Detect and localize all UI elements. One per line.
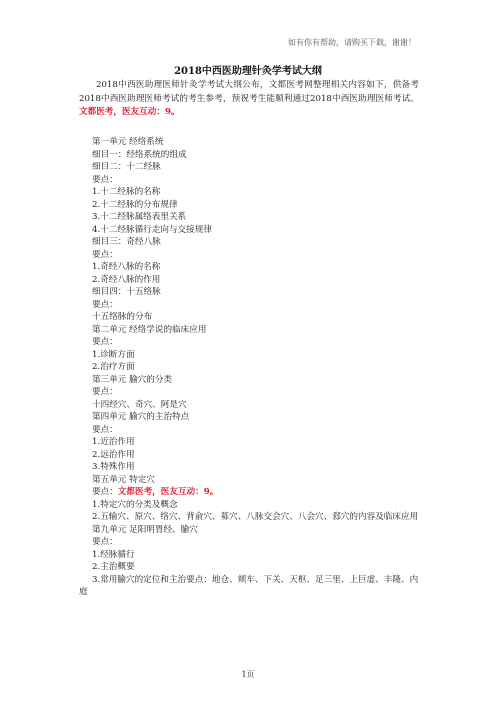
outline-line: 1.奇经八脉的名称 — [92, 262, 161, 272]
syllabus-outline — [79, 136, 419, 599]
outline-line: 要点： — [92, 537, 118, 547]
outline-line: 1.经脉循行 — [92, 549, 135, 560]
outline-line: 1.诊断方面 — [92, 349, 135, 360]
outline-line: 2.五输穴、原穴、络穴、背俞穴、募穴、八脉交会穴、八会穴、郄穴的内容及临床应用 — [92, 512, 419, 522]
outline-line: 第二单元 经络学说的临床应用 — [92, 324, 207, 335]
outline-line: 要点： — [92, 387, 118, 397]
outline-line: 细目二：十二经脉 — [92, 162, 161, 172]
outline-line: 要点： — [92, 337, 118, 347]
outline-line: 1.十二经脉的名称 — [92, 187, 161, 197]
outline-line: 3.常用腧穴的定位和主治要点：地仓、颊车、下关、天枢、足三里、上巨虚、丰隆、内庭 — [79, 574, 419, 597]
page-number: 1页 — [241, 670, 255, 679]
outline-line: 1.近治作用 — [92, 437, 135, 447]
outline-line: 2.主治概要 — [92, 562, 135, 572]
outline-line: 2.奇经八脉的作用 — [92, 274, 161, 285]
outline-line: 1.特定穴的分类及概念 — [92, 499, 178, 510]
outline-line: 十四经穴、奇穴、阿是穴 — [92, 399, 187, 410]
outline-highlight-line — [79, 486, 419, 499]
outline-line: 要点： — [92, 299, 118, 310]
outline-line: 要点： — [92, 249, 118, 260]
outline-line: 3.十二经脉属络表里关系 — [92, 212, 187, 222]
outline-line: 4.十二经脉循行走向与交接规律 — [92, 224, 212, 235]
intro-paragraph — [79, 79, 419, 120]
outline-line: 第四单元 腧穴的主治特点 — [92, 412, 190, 422]
outline-line: 第一单元 经络系统 — [92, 137, 164, 147]
outline-line: 2.治疗方面 — [92, 362, 135, 372]
outline-line: 十五络脉的分布 — [92, 312, 153, 322]
header-note: 如有你有帮助，请购买下载，谢谢！ — [288, 38, 416, 47]
outline-line: 2.远治作用 — [92, 449, 135, 460]
outline-line: 第五单元 特定穴 — [92, 474, 155, 485]
outline-line: 第三单元 腧穴的分类 — [92, 374, 173, 385]
intro-text: 2018中西医助理医师针灸学考试大纲公布，文都医考网整理相关内容如下，供备考2018中西医助理医师考试的考生参考，预祝考生能顺利通过2018中西医助理医师考试。 — [79, 80, 419, 104]
outline-highlight-prefix: 要点： — [92, 487, 118, 497]
outline-highlight-text: 文都医考，医友互动：9。 — [117, 487, 219, 497]
outline-line: 第九单元 足阳明胃经、腧穴 — [92, 524, 198, 535]
outline-line: 细目四：十五络脉 — [92, 287, 161, 297]
outline-line: 细目一：经络系统的组成 — [92, 149, 187, 160]
document-title: 2018中西医助理针灸学考试大纲 — [174, 66, 322, 77]
outline-line: 要点： — [92, 424, 118, 435]
outline-line: 要点： — [92, 174, 118, 185]
intro-highlight: 文都医考，医友互动：9。 — [79, 107, 180, 117]
outline-line: 细目三：奇经八脉 — [92, 237, 161, 247]
outline-line: 3.特殊作用 — [92, 462, 135, 472]
outline-line: 2.十二经脉的分布规律 — [92, 199, 178, 210]
